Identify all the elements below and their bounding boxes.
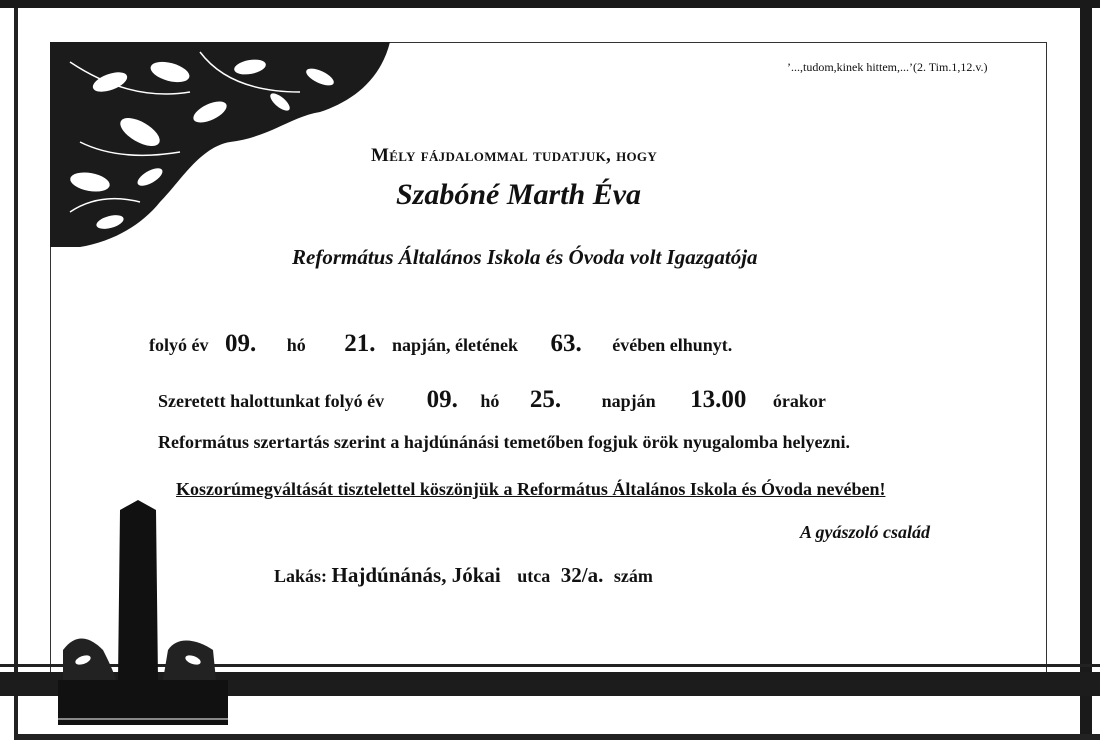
- death-age: 63.: [550, 330, 582, 357]
- border-left: [14, 8, 18, 740]
- funeral-month-label: hó: [480, 391, 500, 411]
- wreath-note: Koszorúmegváltását tisztelettel köszönjük a Református Általános Iskola és Óvoda nevében!: [176, 479, 886, 499]
- address-street-label: utca: [517, 566, 551, 586]
- funeral-suffix: órakor: [772, 391, 826, 411]
- funeral-prefix: Szeretett halottunkat folyó év: [158, 391, 385, 411]
- gravestone-illustration: [58, 500, 228, 725]
- death-prefix: folyó év: [149, 335, 209, 355]
- address-number-label: szám: [613, 566, 653, 586]
- funeral-time: 13.00: [690, 386, 747, 413]
- funeral-month: 09.: [426, 386, 458, 413]
- death-month-label: hó: [286, 335, 306, 355]
- address-line: [274, 563, 653, 588]
- ceremony-text: Református szertartás szerint a hajdúnánási temetőben fogjuk örök nyugalomba helyezni.: [158, 432, 850, 452]
- death-day: 21.: [344, 330, 376, 357]
- signature: A gyászoló család: [800, 522, 931, 542]
- announcement-heading: Mély fájdalommal tudatjuk, hogy: [371, 145, 658, 166]
- death-day-label: napján, életének: [392, 335, 518, 355]
- death-month: 09.: [224, 330, 257, 357]
- address-number: 32/a.: [560, 563, 604, 587]
- funeral-date-line: [158, 386, 826, 414]
- death-date-line: [149, 330, 732, 358]
- address-label: Lakás:: [274, 566, 328, 586]
- death-suffix: évében elhunyt.: [612, 335, 733, 355]
- leaves-illustration: [50, 42, 400, 247]
- deceased-name: Szabóné Marth Éva: [396, 178, 642, 211]
- border-bottom: [14, 734, 1100, 740]
- deceased-role: Református Általános Iskola és Óvoda volt Igazgatója: [292, 245, 758, 269]
- bible-quote: ’...,tudom,kinek hittem,...’(2. Tim.1,12.v.): [787, 60, 988, 74]
- border-top: [0, 0, 1100, 8]
- address-city-street: Hajdúnánás, Jókai: [331, 563, 501, 587]
- funeral-day: 25.: [529, 386, 562, 413]
- funeral-day-label: napján: [601, 391, 656, 411]
- border-right: [1080, 0, 1092, 740]
